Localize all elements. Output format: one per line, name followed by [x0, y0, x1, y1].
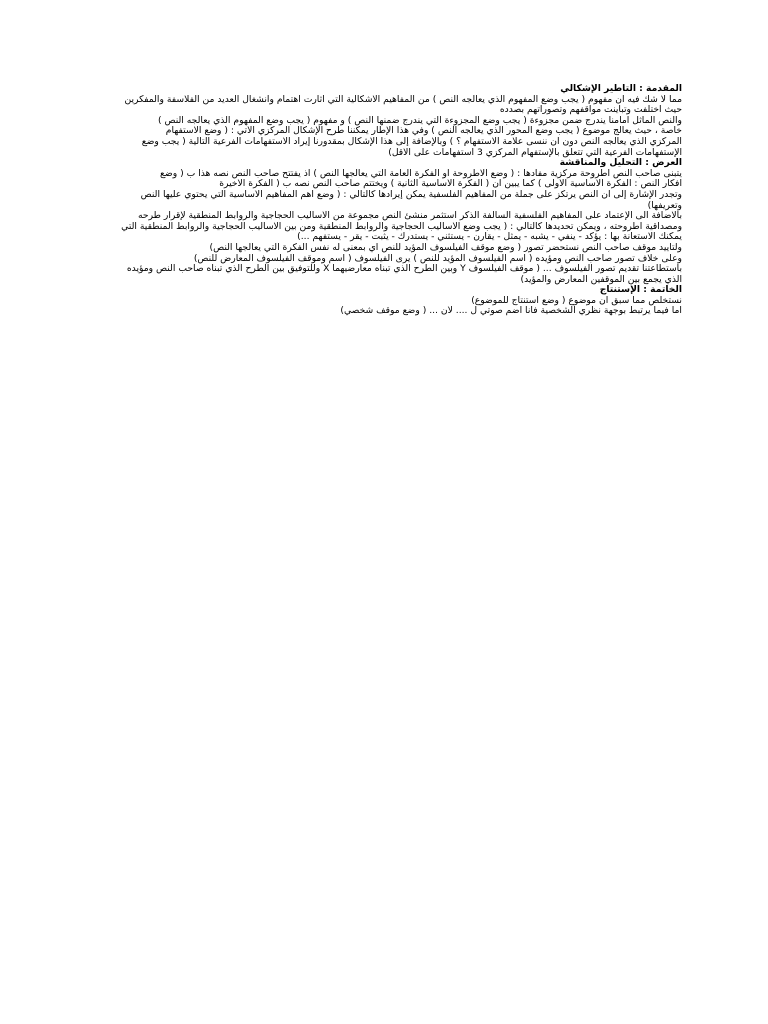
- text-line: وتعريفها): [647, 200, 682, 211]
- text-line: خاصة ، حيث يعالج موضوع ( يجب وضع المحور الذي يعالجه النص ) وفي هذا الإطار يمكننا طرح الإشكال المركزي الآتي : ( وضع الاستفهام: [165, 126, 682, 137]
- heading-presentation: العرض : التحليل والمناقشة: [559, 158, 682, 169]
- text-line: ومصداقية أطروحته ، ويمكن تحديدها كالتالي : ( يجب وضع الأساليب الحجاجية والروابط المنطقية ومن بين الاساليب الحجاجية والروابط المنطقية التي: [121, 221, 682, 232]
- text-line: وعلى خلاف تصور صاحب النص ومؤيده ( اسم الفيلسوف المؤيد للنص ) يرى الفيلسوف ( اسم وموقف الفيلسوف المعارض للنص): [193, 253, 682, 264]
- text-line: باستطاعتنا تقديم تصور الفيلسوف ... ( موقف الفيلسوف Y وبين الطرح الذي تبناه معارضيهما X وللتوفيق بين الطرح الذي تبناه صاحب النص ومؤيده: [126, 264, 682, 275]
- text-line: الذي يجمع بين الموقفين المعارض والمؤيد): [520, 274, 682, 285]
- text-line: المركزي الذي يعالجه النص دون أن ننسى علامة الاستفهام ؟ ) وبالإضافة إلى هذا الإشكال بمقدورنا إيراد الاستفهامات الفرعية التالية ( يجب وضع: [141, 136, 682, 147]
- heading-introduction: المقدمة : التأطير الإشكالي: [560, 84, 682, 94]
- text-line: نستخلص مما سبق أن موضوع ( وضع استنتاج للموضوع): [471, 295, 682, 306]
- text-line: ولتأييد موقف صاحب النص نستحضر تصور ( وضع موقف الفيلسوف المؤيد للنص أي بمعنى له نفس الفكرة التي يعالجها النص): [209, 242, 682, 253]
- text-line: والنص الماثل أمامنا يندرج ضمن مجزوءة ( يجب وضع المجزوءة التي يندرج ضمنها النص ) و مفهوم ( يجب وضع المفهوم الذي يعالجه النص ): [157, 115, 682, 126]
- text-line: مما لا شك فيه أن مفهوم ( يجب وضع المفهوم الذي يعالجه النص ) من المفاهيم الاشكالية التي أثارت اهتمام وانشغال العديد من الفلاسفة والمفكرين: [124, 94, 682, 105]
- document-body: [88, 84, 682, 317]
- text-line: يمكنك الاستعانة بها : يؤكد - ينفي - يشبه - يمثل - يقارن - يستثني - يستدرك - يثبت - يقر - يستفهم ...): [297, 232, 682, 243]
- heading-conclusion: الخاتمة : الإستنتاج: [599, 285, 682, 296]
- text-line: يتبنى صاحب النص اطروحة مركزية مفادها : ( وضع الاطروحة او الفكرة العامة التي يعالجها النص ) اذ يفتتح صاحب النص نصه هذا ب ( وضع: [160, 168, 682, 179]
- text-line: افكار النص : الفكرة الأساسية الأولى ) كما يبين أن ( الفكرة الأساسية الثانية ) ويختتم صاحب النص نصه ب ( الفكرة الأخيرة: [219, 179, 682, 190]
- text-line: الإستفهامات الفرعية التي تتعلق بالإستفهام المركزي 3 استفهامات على الأقل): [388, 147, 682, 158]
- text-line: وتجدر الإشارة إلى أن النص يرتكز على جملة من المفاهيم الفلسفية يمكن إيرادها كالتالي : ( وضع أهم المفاهيم الأساسية التي يحتوي عليها النص: [140, 189, 682, 200]
- text-line: أما فيما يرتبط بوجهة نظري الشخصية فأنا أضم صوتي ل .... لأن ... ( وضع موقف شخصي): [340, 306, 682, 317]
- text-line: بالاضافة الى الإعتماد على المفاهيم الفلسفية السالفة الذكر استثمر منشئ النص مجموعة من الأساليب الحجاجية والروابط المنطقية لإقرار طرحه: [137, 211, 682, 222]
- text-line: حيث اختلفت وتباينت مواقفهم وتصوراتهم بصدده: [499, 105, 682, 116]
